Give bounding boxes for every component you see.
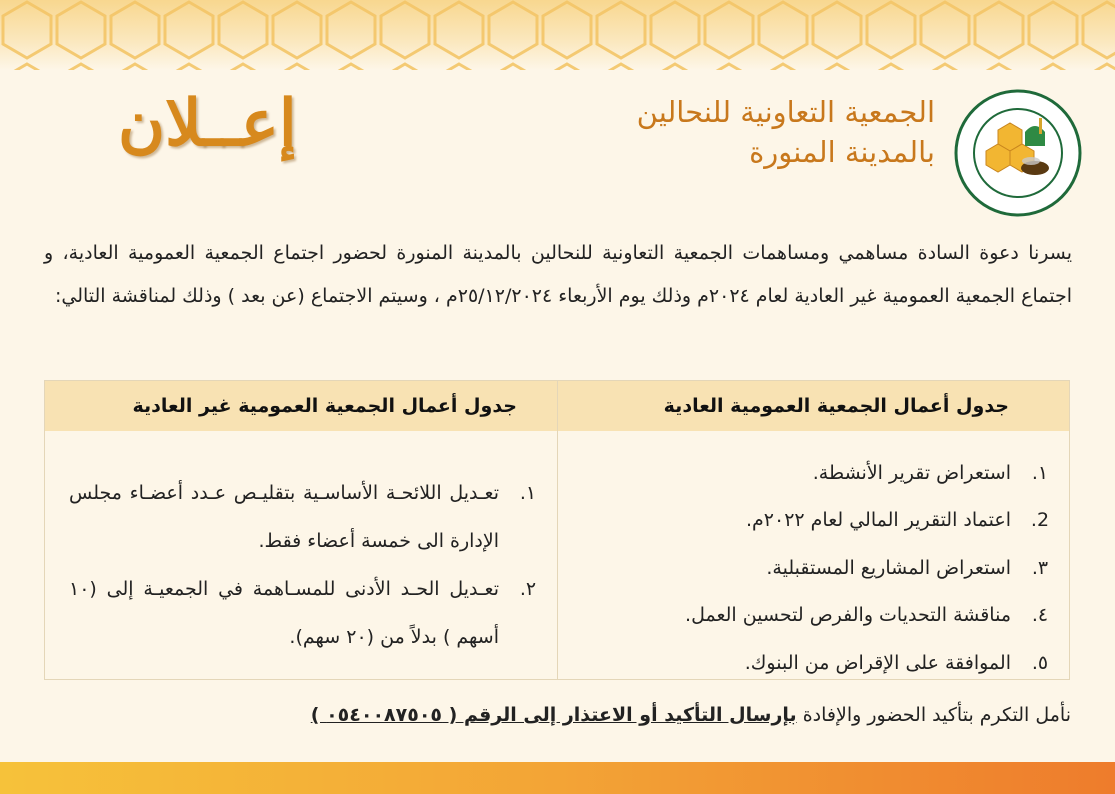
ordinary-agenda-header: [558, 381, 1069, 431]
organization-name: [535, 92, 935, 172]
item-number: ٢.: [519, 578, 537, 600]
item-number: 2.: [1030, 509, 1050, 532]
item-number: ١.: [1031, 461, 1049, 484]
footer-contact-emphasis: بإرسال التأكيد أو الاعتذار إلى الرقم ( ٠٥٤٠٠٨٧٥٠٥ ): [310, 704, 797, 726]
honeycomb-pattern: [0, 0, 1115, 70]
item-number: ٤.: [1031, 604, 1049, 627]
item-text: مناقشة التحديات والفرص لتحسين العمل.: [685, 604, 1011, 627]
extraordinary-agenda-list: [45, 469, 557, 661]
announcement-title: إعــلان: [118, 86, 297, 161]
extraordinary-agenda-title: جدول أعمال الجمعية العمومية غير العادية: [132, 395, 517, 417]
bottom-gradient-bar: [0, 762, 1115, 794]
item-text: تعـديل الحـد الأدنى للمسـاهمة في الجمعيـة إلى (١٠ أسهم ) بدلاً من (٢٠ سهم).: [69, 578, 499, 648]
org-name-line1: الجمعية التعاونية للنحالين: [636, 95, 935, 129]
extraordinary-agenda-header: [45, 381, 557, 431]
list-item: [569, 639, 1069, 687]
list-item: [45, 469, 557, 565]
ordinary-agenda-title: جدول أعمال الجمعية العمومية العادية: [663, 395, 1009, 417]
list-item: [569, 497, 1069, 545]
column-divider: [557, 381, 558, 679]
item-number: ٥.: [1031, 651, 1049, 674]
item-number: ١.: [519, 482, 537, 504]
item-text: الموافقة على الإقراض من البنوك.: [744, 651, 1011, 674]
invitation-paragraph: يسرنا دعوة السادة مساهمي ومساهمات الجمعية التعاونية للنحالين بالمدينة المنورة لحضور اجتماع الجمعية العمومية العادية، و اجتماع الجمعية العمومية غير العادية لعام ٢٠٢٤م وذلك يوم الأربعاء ٢٥/١٢/٢٠٢٤م ، وسيتم الاجتماع (عن بعد ) وذلك لمناقشة التالي:: [44, 242, 1072, 307]
list-item: [569, 544, 1069, 592]
org-name-line2: بالمدينة المنورة: [749, 135, 935, 169]
honeycomb-banner: [0, 0, 1115, 70]
association-logo: [953, 88, 1083, 218]
list-item: [569, 449, 1069, 497]
item-number: ٣.: [1031, 556, 1049, 579]
footer-prefix: نأمل التكرم بتأكيد الحضور والإفادة: [796, 704, 1071, 726]
footer-note: [311, 704, 1071, 726]
item-text: استعراض تقرير الأنشطة.: [812, 461, 1011, 484]
agenda-table: [44, 380, 1070, 680]
item-text: اعتماد التقرير المالي لعام ٢٠٢٢م.: [745, 509, 1011, 532]
item-text: تعـديل اللائحـة الأساسـية بتقليـص عـدد أعضـاء مجلس الإدارة الى خمسة أعضاء فقط.: [69, 482, 499, 552]
list-item: [569, 592, 1069, 640]
list-item: [45, 565, 557, 661]
item-text: استعراض المشاريع المستقبلية.: [766, 556, 1011, 579]
ordinary-agenda-list: [569, 449, 1069, 687]
